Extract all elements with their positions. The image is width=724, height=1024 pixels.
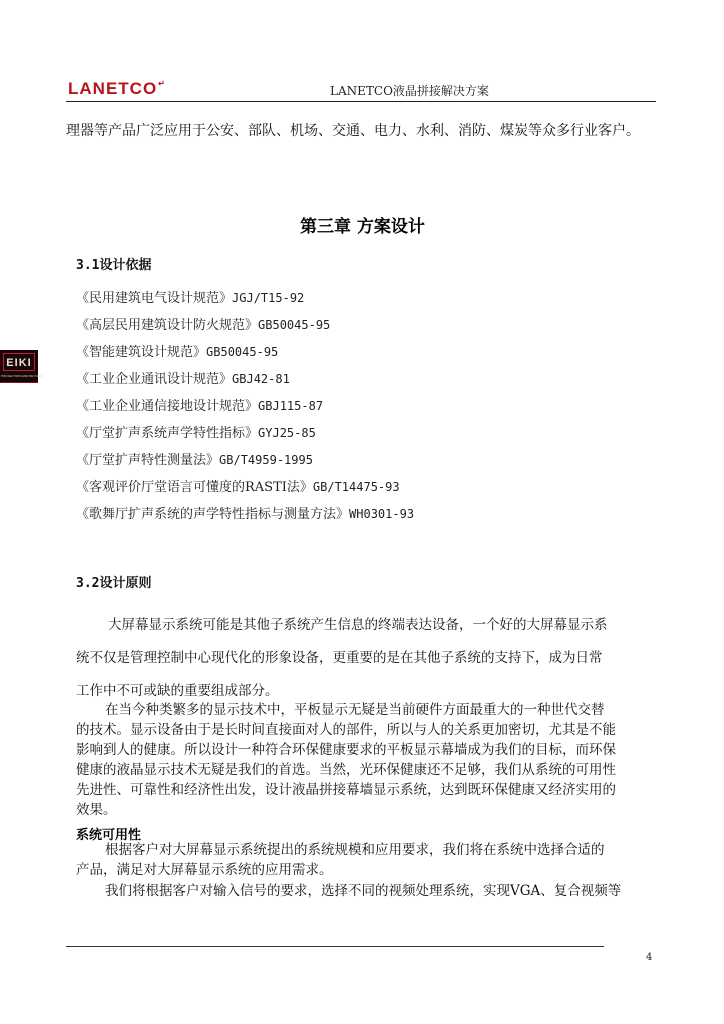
reference-item (76, 346, 278, 359)
reference-item (76, 454, 313, 467)
reference-title: 《民用建筑电气设计规范》 (76, 291, 233, 306)
paragraph-line: 产品，满足对大屏幕显示系统的应用需求。 (76, 862, 333, 878)
eiki-logo-badge (0, 350, 42, 383)
logo-text: LANETCO (68, 79, 158, 98)
header-title: LANETCO液晶拼接解决方案 (330, 84, 489, 98)
reference-code: JGJ/T15-92 (232, 291, 305, 305)
paragraph-line: 根据客户对大屏幕显示系统提出的系统规模和应用要求，我们将在系统中选择合适的 (105, 842, 605, 858)
reference-item (76, 319, 330, 332)
paragraph-line: 在当今种类繁多的显示技术中，平板显示无疑是当前硬件方面最重大的一种世代交替 (105, 702, 605, 718)
paragraph-line: 健康的液晶显示技术无疑是我们的首选。当然，光环保健康还不足够，我们从系统的可用性 (76, 762, 616, 778)
reference-title: 《智能建筑设计规范》 (76, 345, 207, 360)
reference-title: 《工业企业通信接地设计规范》 (76, 399, 259, 414)
reference-code: GBJ42-81 (232, 372, 290, 386)
section-3-1-heading: 3.1设计依据 (76, 258, 152, 273)
lanetco-logo (68, 80, 166, 97)
paragraph-line: 统不仅是管理控制中心现代化的形象设备，更重要的是在其他子系统的支持下，成为日常 (76, 650, 603, 666)
reference-code: GB/T4959-1995 (219, 453, 313, 467)
reference-item (76, 508, 414, 521)
reference-code: GB50045-95 (258, 318, 331, 332)
return-mark-icon: ↵ (158, 79, 166, 88)
reference-item (76, 400, 323, 413)
paragraph-line: 的技术。显示设备由于是长时间直接面对人的部件，所以与人的关系更加密切，尤其是不能 (76, 722, 616, 738)
footer-divider (66, 946, 604, 947)
reference-item (76, 292, 304, 305)
reference-code: GB/T14475-93 (312, 480, 400, 494)
reference-code: GBJ115-87 (258, 399, 324, 413)
reference-item (76, 427, 316, 440)
reference-title: 《厅堂扩声特性测量法》 (76, 453, 220, 468)
reference-title: 《客观评价厅堂语言可懂度的RASTI法》 (76, 480, 313, 495)
paragraph-line: 工作中不可或缺的重要组成部分。 (76, 683, 279, 699)
eiki-logo-text: EIKI (3, 353, 35, 371)
paragraph-line: 我们将根据客户对输入信号的要求，选择不同的视频处理系统，实现VGA、复合视频等 (105, 883, 622, 899)
reference-code: GB50045-95 (206, 345, 279, 359)
paragraph-line: 影响到人的健康。所以设计一种符合环保健康要求的平板显示幕墙成为我们的目标，而环保 (76, 742, 616, 758)
reference-title: 《高层民用建筑设计防火规范》 (76, 318, 259, 333)
paragraph-line: 效果。 (76, 802, 117, 818)
page-number: 4 (646, 952, 653, 963)
reference-title: 《厅堂扩声系统声学特性指标》 (76, 426, 259, 441)
reference-item (76, 481, 400, 494)
section-3-2-heading: 3.2设计原则 (76, 576, 152, 591)
continuation-paragraph: 理器等产品广泛应用于公安、部队、机场、交通、电力、水利、消防、煤炭等众多行业客户。 (66, 123, 640, 139)
reference-code: WH0301-93 (349, 507, 415, 521)
reference-code: GYJ25-85 (258, 426, 316, 440)
chapter-title: 第三章 方案设计 (300, 217, 425, 237)
system-usability-subheading: 系统可用性 (76, 828, 142, 843)
reference-title: 《工业企业通讯设计规范》 (76, 372, 233, 387)
paragraph-line: 先进性、可靠性和经济性出发，设计液晶拼接幕墙显示系统，达到既环保健康又经济实用的 (76, 782, 616, 798)
eiki-logo-tagline: PROJECTORS AND BEYOND (1, 374, 42, 378)
paragraph-line: 大屏幕显示系统可能是其他子系统产生信息的终端表达设备，一个好的大屏幕显示系 (108, 617, 608, 633)
reference-title: 《歌舞厅扩声系统的声学特性指标与测量方法》 (76, 507, 350, 522)
header-divider (66, 101, 656, 102)
reference-item (76, 373, 290, 386)
